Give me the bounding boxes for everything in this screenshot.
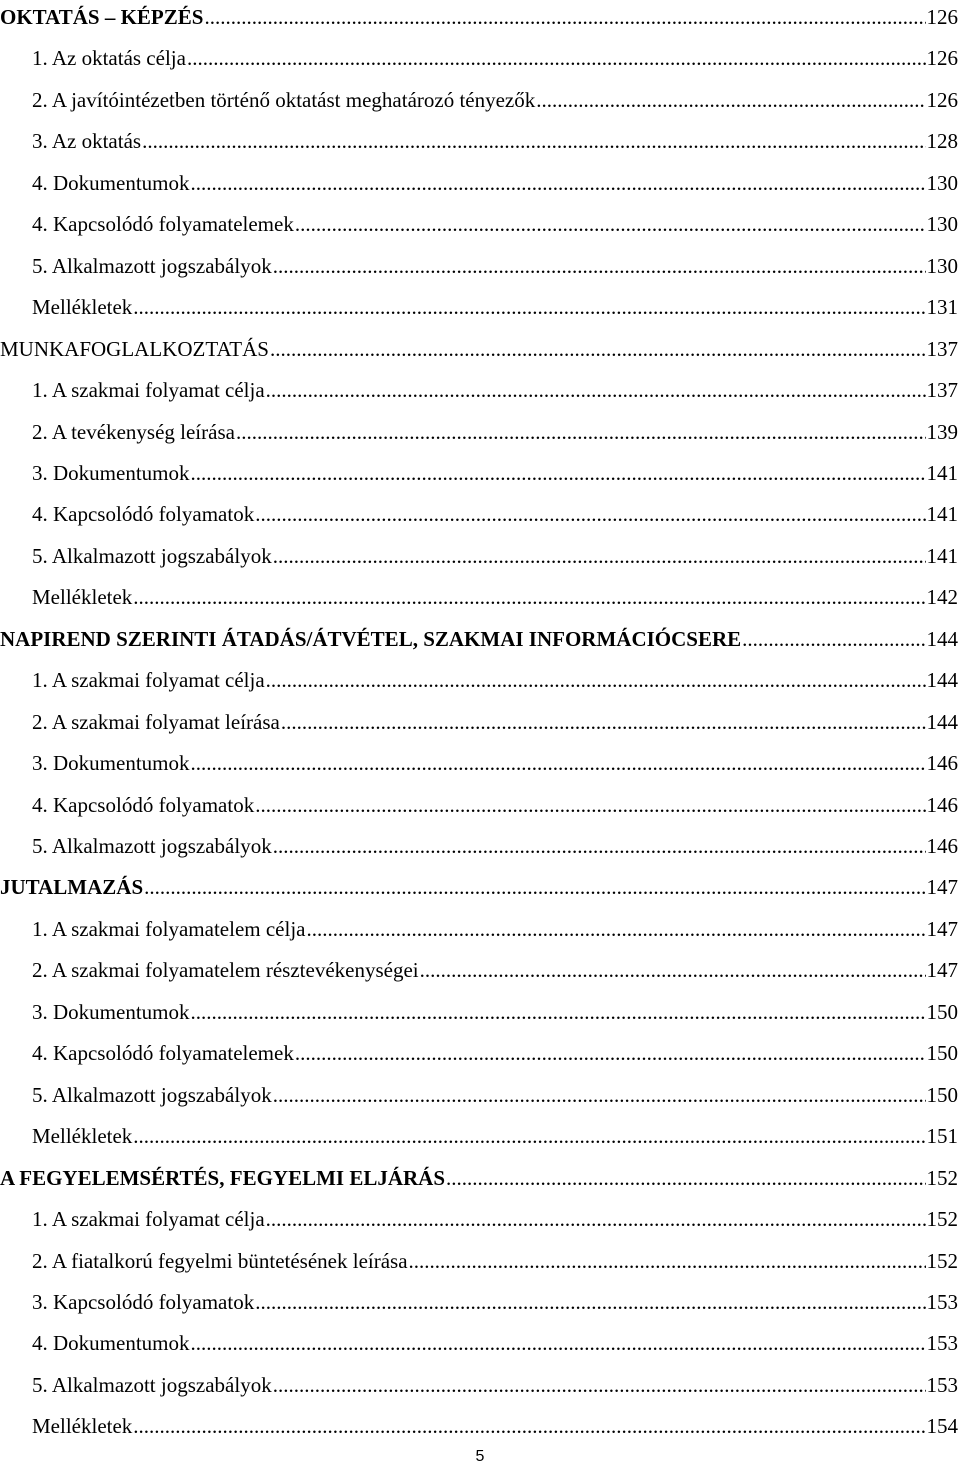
toc-entry[interactable] — [0, 995, 960, 1029]
toc-entry[interactable] — [0, 456, 960, 490]
toc-entry[interactable] — [0, 1119, 960, 1153]
toc-entry-page-number: 126 — [926, 5, 958, 29]
toc-entry[interactable] — [0, 1368, 960, 1402]
toc-entry[interactable] — [0, 415, 960, 449]
toc-dot-leader — [295, 207, 926, 241]
toc-dot-leader — [142, 124, 925, 158]
toc-dot-leader — [191, 746, 926, 780]
toc-entry[interactable] — [0, 249, 960, 283]
toc-entry-page-number: 146 — [926, 834, 958, 858]
toc-entry[interactable] — [0, 912, 960, 946]
toc-entry-title: 4. Kapcsolódó folyamatok — [32, 502, 255, 527]
toc-dot-leader — [266, 373, 926, 407]
toc-entry-title: 2. A tevékenység leírása — [32, 419, 235, 444]
toc-entry-page-number: 153 — [926, 1289, 958, 1314]
toc-entry-title: 1. A szakmai folyamatelem célja — [32, 916, 306, 941]
toc-entry-page-number: 154 — [926, 1414, 958, 1439]
toc-entry-page-number: 151 — [926, 1124, 958, 1149]
toc-dot-leader — [273, 1368, 926, 1402]
toc-entry-page-number: 141 — [926, 460, 958, 485]
toc-entry-title: JUTALMAZÁS — [0, 875, 144, 900]
toc-dot-leader — [266, 1202, 926, 1236]
toc-entry-page-number: 153 — [926, 1331, 958, 1356]
toc-dot-leader — [255, 788, 925, 822]
toc-dot-leader — [273, 249, 926, 283]
toc-entry-title: A FEGYELEMSÉRTÉS, FEGYELMI ELJÁRÁS — [0, 1165, 446, 1190]
toc-dot-leader — [133, 1119, 925, 1153]
toc-dot-leader — [191, 456, 926, 490]
toc-entry[interactable] — [0, 829, 960, 863]
toc-entry[interactable] — [0, 870, 960, 904]
toc-entry-page-number: 142 — [926, 585, 958, 610]
toc-entry[interactable] — [0, 41, 960, 75]
toc-dot-leader — [270, 332, 926, 366]
toc-entry-title: 4. Dokumentumok — [32, 1331, 190, 1356]
toc-entry-title: NAPIREND SZERINTI ÁTADÁS/ÁTVÉTEL, SZAKMAI INFORMÁCIÓCSERE — [0, 626, 742, 651]
toc-dot-leader — [273, 1078, 926, 1112]
toc-entry[interactable] — [0, 207, 960, 241]
toc-entry[interactable] — [0, 83, 960, 117]
toc-entry-title: 3. Dokumentumok — [32, 751, 190, 776]
toc-entry-page-number: 150 — [926, 1082, 958, 1107]
toc-entry-title: 3. Kapcsolódó folyamatok — [32, 1289, 255, 1314]
toc-entry-page-number: 139 — [926, 419, 958, 444]
toc-entry-title: 3. Dokumentumok — [32, 999, 190, 1024]
toc-entry[interactable] — [0, 332, 960, 366]
toc-dot-leader — [306, 912, 925, 946]
toc-entry[interactable] — [0, 373, 960, 407]
toc-dot-leader — [255, 1285, 925, 1319]
toc-entry-page-number: 153 — [926, 1372, 958, 1397]
toc-entry-title: 3. Dokumentumok — [32, 460, 190, 485]
toc-entry-title: 5. Alkalmazott jogszabályok — [32, 543, 272, 568]
toc-entry-page-number: 150 — [926, 1041, 958, 1066]
toc-entry-title: 4. Kapcsolódó folyamatelemek — [32, 212, 294, 237]
toc-entry[interactable] — [0, 953, 960, 987]
toc-entry-page-number: 141 — [926, 502, 958, 527]
toc-entry[interactable] — [0, 1326, 960, 1360]
toc-entry-title: 2. A szakmai folyamatelem résztevékenységei — [32, 958, 419, 983]
footer-page-number: 5 — [475, 1448, 485, 1465]
toc-entry[interactable] — [0, 124, 960, 158]
toc-entry-page-number: 152 — [926, 1165, 958, 1190]
toc-dot-leader — [281, 705, 926, 739]
toc-entry-page-number: 144 — [926, 626, 958, 651]
toc-entry[interactable] — [0, 0, 960, 34]
toc-dot-leader — [266, 663, 926, 697]
toc-entry[interactable] — [0, 746, 960, 780]
toc-entry[interactable] — [0, 1078, 960, 1112]
toc-dot-leader — [191, 995, 926, 1029]
toc-entry[interactable] — [0, 166, 960, 200]
toc-entry-page-number: 147 — [926, 875, 958, 900]
toc-entry-page-number: 152 — [926, 1207, 958, 1232]
toc-entry-page-number: 146 — [926, 751, 958, 776]
toc-entry[interactable] — [0, 1161, 960, 1195]
toc-entry-title: 4. Kapcsolódó folyamatelemek — [32, 1041, 294, 1066]
toc-entry-page-number: 137 — [926, 336, 958, 361]
toc-entry-page-number: 147 — [926, 916, 958, 941]
toc-dot-leader — [204, 0, 925, 34]
toc-dot-leader — [273, 539, 926, 573]
toc-entry[interactable] — [0, 663, 960, 697]
toc-dot-leader — [187, 41, 926, 75]
toc-dot-leader — [144, 870, 925, 904]
toc-entry-title: 4. Dokumentumok — [32, 170, 190, 195]
toc-entry[interactable] — [0, 290, 960, 324]
toc-entry-page-number: 130 — [926, 253, 958, 278]
toc-dot-leader — [536, 83, 925, 117]
toc-entry-page-number: 126 — [926, 87, 958, 112]
toc-entry-page-number: 152 — [926, 1248, 958, 1273]
toc-dot-leader — [420, 953, 926, 987]
toc-entry[interactable] — [0, 497, 960, 531]
toc-entry-title: 2. A javítóintézetben történő oktatást meghatározó tényezők — [32, 87, 536, 112]
toc-entry-page-number: 137 — [926, 378, 958, 403]
toc-entry-page-number: 130 — [926, 170, 958, 195]
toc-entry[interactable] — [0, 580, 960, 614]
toc-entry-title: Mellékletek — [32, 1414, 133, 1439]
toc-entry[interactable] — [0, 705, 960, 739]
toc-entry-title: 2. A szakmai folyamat leírása — [32, 709, 280, 734]
toc-dot-leader — [133, 580, 925, 614]
toc-entry[interactable] — [0, 1285, 960, 1319]
toc-dot-leader — [191, 1326, 926, 1360]
toc-dot-leader — [409, 1244, 926, 1278]
toc-entry-title: 1. A szakmai folyamat célja — [32, 378, 265, 403]
toc-entry[interactable] — [0, 1244, 960, 1278]
toc-dot-leader — [273, 829, 926, 863]
toc-entry-title: Mellékletek — [32, 295, 133, 320]
toc-entry[interactable] — [0, 788, 960, 822]
toc-entry-title: 5. Alkalmazott jogszabályok — [32, 253, 272, 278]
toc-dot-leader — [446, 1161, 925, 1195]
toc-dot-leader — [742, 622, 925, 656]
toc-entry-title: Mellékletek — [32, 585, 133, 610]
toc-entry-page-number: 141 — [926, 543, 958, 568]
toc-entry-title: 1. A szakmai folyamat célja — [32, 1207, 265, 1232]
toc-entry-title: Mellékletek — [32, 1124, 133, 1149]
toc-entry-title: 5. Alkalmazott jogszabályok — [32, 1372, 272, 1397]
toc-dot-leader — [255, 497, 925, 531]
toc-entry-page-number: 147 — [926, 958, 958, 983]
toc-entry-title: OKTATÁS – KÉPZÉS — [0, 5, 204, 29]
toc-dot-leader — [191, 166, 926, 200]
toc-entry[interactable] — [0, 1202, 960, 1236]
toc-entry-page-number: 146 — [926, 792, 958, 817]
toc-dot-leader — [236, 415, 926, 449]
toc-entry-title: MUNKAFOGLALKOZTATÁS — [0, 336, 269, 361]
toc-entry-page-number: 126 — [926, 46, 958, 71]
toc-entry-page-number: 144 — [926, 709, 958, 734]
toc-entry-page-number: 128 — [926, 129, 958, 154]
toc-entry[interactable] — [0, 1036, 960, 1070]
toc-entry-title: 4. Kapcsolódó folyamatok — [32, 792, 255, 817]
toc-dot-leader — [133, 1409, 925, 1443]
toc-entry-page-number: 144 — [926, 668, 958, 693]
toc-dot-leader — [295, 1036, 926, 1070]
toc-entry-title: 3. Az oktatás — [32, 129, 142, 154]
toc-entry-page-number: 131 — [926, 295, 958, 320]
toc-entry[interactable] — [0, 622, 960, 656]
toc-entry-title: 5. Alkalmazott jogszabályok — [32, 834, 272, 858]
toc-entry-title: 1. A szakmai folyamat célja — [32, 668, 265, 693]
toc-entry[interactable] — [0, 1409, 960, 1443]
toc-entry-title: 5. Alkalmazott jogszabályok — [32, 1082, 272, 1107]
toc-entry-page-number: 130 — [926, 212, 958, 237]
toc-dot-leader — [133, 290, 925, 324]
toc-entry-page-number: 150 — [926, 999, 958, 1024]
toc-entry-title: 2. A fiatalkorú fegyelmi büntetésének leírása — [32, 1248, 408, 1273]
toc-entry[interactable] — [0, 539, 960, 573]
toc-entry-title: 1. Az oktatás célja — [32, 46, 186, 71]
